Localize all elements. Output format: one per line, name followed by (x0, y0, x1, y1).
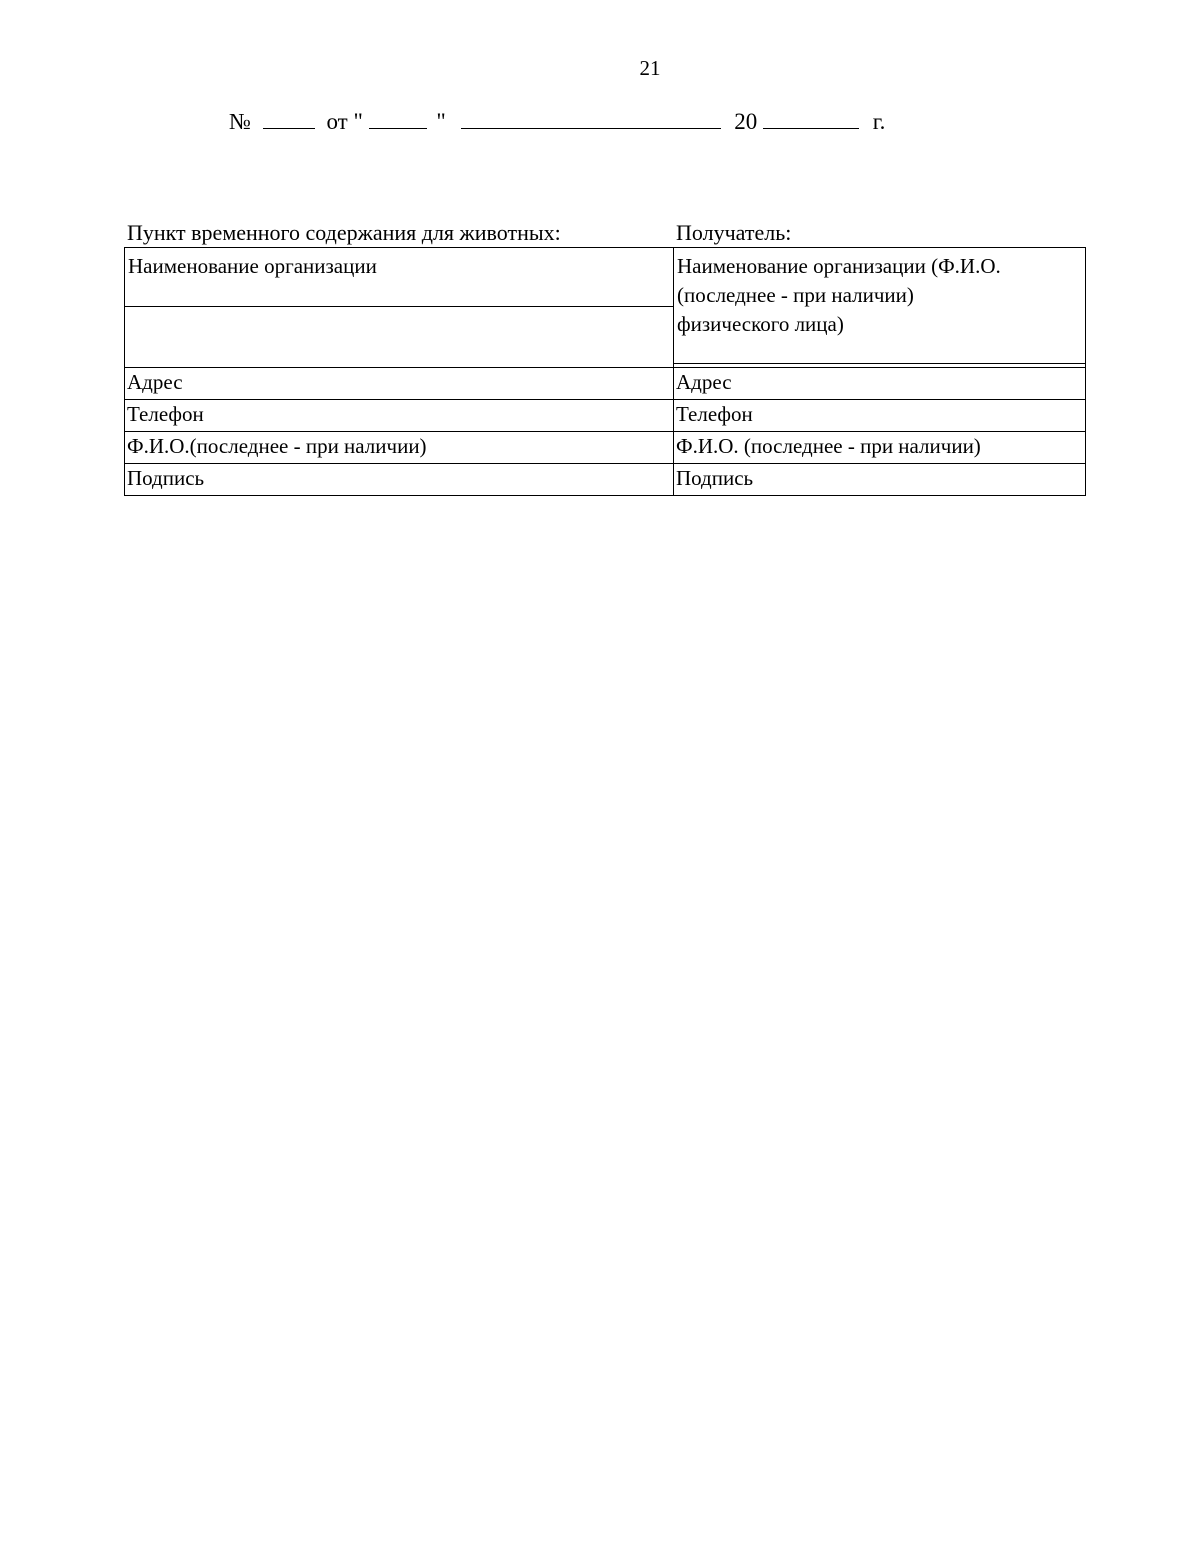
quote-close: " (436, 109, 446, 134)
page-number: 21 (639, 56, 661, 80)
year-suffix: г. (872, 109, 886, 134)
left-signature-cell[interactable]: Подпись (125, 464, 674, 496)
table-row (125, 432, 1086, 464)
left-org-divider (125, 306, 673, 307)
number-blank[interactable] (263, 108, 315, 129)
table-row (125, 464, 1086, 496)
right-org-line-3: физического лица) (677, 312, 844, 336)
table-row (125, 400, 1086, 432)
number-sign: № (229, 109, 251, 134)
parties-table (124, 247, 1086, 496)
year-blank[interactable] (763, 108, 859, 129)
right-org-line-1: Наименование организации (Ф.И.О. (677, 254, 1001, 278)
left-org-cell[interactable] (125, 248, 674, 368)
day-blank[interactable] (369, 108, 427, 129)
year-prefix: 20 (734, 109, 758, 134)
right-column-header: Получатель: (676, 220, 792, 245)
from-label: от " (326, 109, 363, 134)
right-address-cell[interactable]: Адрес (674, 368, 1086, 400)
right-org-double-line (674, 363, 1085, 364)
right-signature-cell[interactable]: Подпись (674, 464, 1086, 496)
right-phone-cell[interactable]: Телефон (674, 400, 1086, 432)
right-fio-cell[interactable]: Ф.И.О. (последнее - при наличии) (674, 432, 1086, 464)
document-number-date-line (229, 108, 885, 135)
left-address-cell[interactable]: Адрес (125, 368, 674, 400)
left-org-label: Наименование организации (128, 254, 377, 278)
left-column-header: Пункт временного содержания для животных: (127, 220, 561, 245)
table-row (125, 368, 1086, 400)
month-blank[interactable] (461, 108, 721, 129)
right-org-cell[interactable] (674, 248, 1086, 368)
left-fio-cell[interactable]: Ф.И.О.(последнее - при наличии) (125, 432, 674, 464)
right-org-line-2: (последнее - при наличии) (677, 283, 914, 307)
left-phone-cell[interactable]: Телефон (125, 400, 674, 432)
